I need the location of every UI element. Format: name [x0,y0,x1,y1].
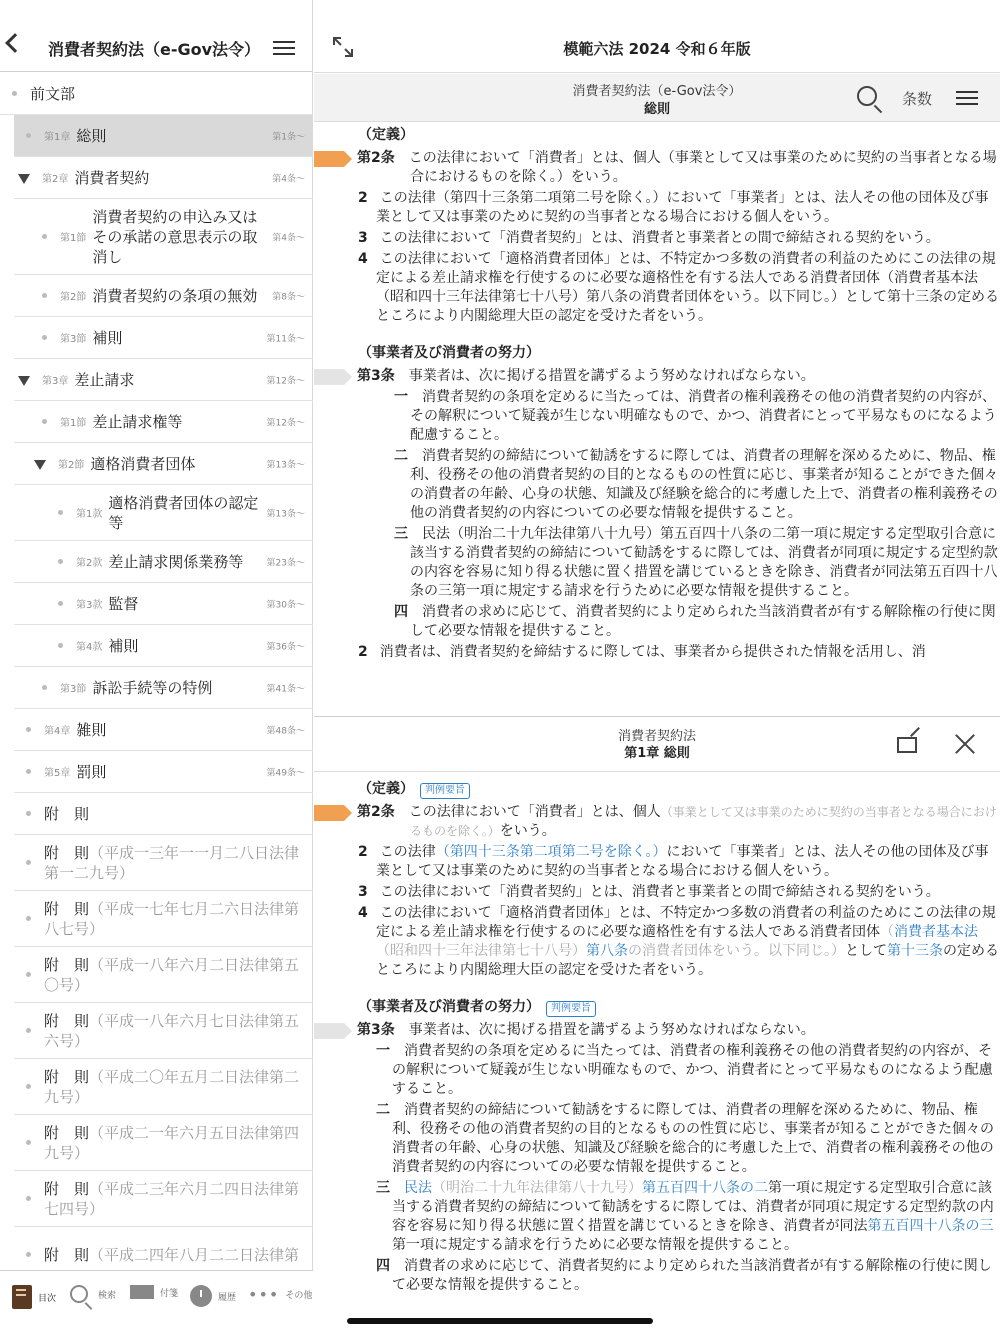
toc-label-text: 附 則 [44,1245,90,1264]
bullet-icon [26,811,31,816]
law-text-popup [314,772,1000,1316]
caption-definition [314,780,1000,799]
toc-item[interactable] [14,709,313,751]
item-3 [314,525,1000,601]
item-text: 消費者契約の締結について勧誘をするに際しては、消費者の理解を深めるために、物品、権利、役務その他の消費者契約の目的となるものの性質に応じ、事業者が知ることができた個々の消費者の年齢、心身の状態、知識及び経験を総合的に考慮した上で、消費者の権利義務その他の消費者契約の内容についての必要な情報を提供すること。 [410,448,998,521]
toc-item-number: 第5章 [44,768,71,779]
toc-item-content [14,678,266,698]
paragraph-3-2 [314,643,1000,662]
article-text: この法律において「消費者」とは、個人 [408,804,661,820]
doc-subheader [314,74,1000,122]
toc-item-content [14,955,313,995]
toc-item-range: 第1条～ [272,132,305,142]
app-header [314,0,1000,73]
toc-item-range: 第36条～ [266,642,305,652]
toc-label-text: 附 則 [44,1067,90,1086]
tags-tab-label: 付箋 [160,1288,179,1299]
tag-icon [130,1285,154,1299]
more-tab[interactable] [248,1285,312,1304]
toc-item-range: 第23条～ [266,558,305,568]
item-number: 一 [376,1043,390,1059]
history-tab[interactable] [190,1285,236,1307]
toc-item[interactable] [14,1227,313,1270]
toc-item-label [74,370,134,390]
toc-label-text: 消費者契約 [74,168,150,187]
more-tab-label: その他 [285,1291,313,1301]
toc-item-number: 第2節 [60,292,87,303]
bottom-toolbar [0,1270,313,1334]
disclosure-triangle-icon[interactable] [18,376,30,386]
case-summary-badge[interactable]: 判例要旨 [420,783,470,799]
bullet-icon [42,335,47,340]
paragraph-text: において「事業者」とは、法人その他の団体及び事業として又は事業のために契約の当事者となる場合における個人をいう。 [376,844,989,879]
paragraph-text: この法律において「適格消費者団体」とは、不特定かつ多数の消費者の利益のためにこの法律の規定による差止請求権を行使するのに必要な適格性を有する法人である消費者団体（消費者基本法（昭和四十三年法律第七十八号）第八条の消費者団体をいう。以下同じ。）として第十三条の定めるところにより内閣総理大臣の認定を受けた者をいう。 [376,251,999,324]
toc-item-label [44,1067,301,1107]
item-2 [314,1101,1000,1177]
toc-label-text: 適格消費者団体の認定等 [108,493,259,532]
bullet-icon [26,860,31,865]
toc-item[interactable] [14,157,313,199]
toc-label-suffix: （平成二〇年五月二日法律第二九号） [44,1067,300,1106]
home-indicator [347,1318,653,1324]
toc-label-text: 前文部 [30,84,76,103]
clock-icon [190,1285,212,1307]
toc-item[interactable] [14,401,313,443]
toc-item-number: 第4款 [76,642,103,653]
toc-item-number: 第2節 [58,460,85,471]
bookmark-marker[interactable] [314,805,344,821]
search-icon [70,1285,88,1303]
paragraph-text: 消費者は、消費者契約を締結するに際しては、事業者から提供された情報を活用し、消 [379,644,926,660]
toc-item-range: 第4条～ [272,174,305,184]
item-text: 消費者契約の条項を定めるに当たっては、消費者の権利義務その他の消費者契約の内容が、その解釈について疑義が生じない明確なもので、かつ、消費者にとって平易なものになるよう配慮すること。 [392,1043,993,1097]
article-number: 第2条 [357,150,395,166]
bullet-icon [26,769,31,774]
toc-label-suffix: （平成一七年七月二六日法律第八七号） [44,899,300,938]
toc-item-number: 第3款 [76,600,103,611]
toc-item-number: 第3節 [60,334,87,345]
caption-text: （定義） [358,781,414,797]
toc-label-text: 附 則 [44,1179,90,1198]
item-number: 二 [376,1102,390,1118]
toc-item[interactable] [14,1171,313,1227]
toc-label-text: 監督 [108,594,139,613]
toc-item-label [92,207,259,267]
bookmark-marker[interactable] [314,1023,344,1039]
article-link[interactable]: 第五百四十八条の三 [867,1218,994,1234]
toc-item-range: 第4条～ [272,233,305,243]
toc-label-text: 附 則 [44,804,90,823]
paragraph-text: この法律 [379,844,436,860]
item-text: 消費者の求めに応じて、消費者契約により定められた当該消費者が有する解除権の行使に関して必要な情報を提供すること。 [392,1258,992,1293]
more-dots-icon: ••• [248,1285,280,1304]
paragraph-parenthetical: （ [880,924,894,940]
toc-item-number: 第4章 [44,726,71,737]
bullet-icon [12,91,17,96]
search-tab-label: 検索 [98,1290,117,1301]
bullet-icon [42,293,47,298]
toc-item-content [14,762,160,782]
bullet-icon [26,916,31,921]
toc-item-content [14,370,188,390]
toc-label-text: 差止請求 [74,370,135,389]
law-text-main [314,123,1000,716]
bookmark-marker[interactable] [314,151,344,167]
article-number: 第3条 [357,1022,395,1038]
toc-panel [0,0,313,1334]
toc-item[interactable] [14,583,313,625]
bullet-icon [42,234,47,239]
bullet-icon [58,559,63,564]
toc-item-content [14,843,313,883]
toc-label-text: 消費者契約の申込み又はその承諾の意思表示の取消し [92,207,258,266]
toc-tab[interactable] [12,1285,56,1309]
article-number: 第3条 [357,368,395,384]
item-3 [314,1179,1000,1255]
toc-item-label [108,493,259,533]
doc-menu-icon[interactable] [956,91,978,105]
article-2[interactable] [314,149,1000,187]
toc-item-range: 第13条～ [266,460,305,470]
article-text: 事業者は、次に掲げる措置を講ずるよう努めなければならない。 [408,368,815,384]
caption-effort: （事業者及び消費者の努力） [358,345,540,361]
popup-chapter-name: 第1章 総則 [624,746,690,761]
toc-item-content [14,552,297,572]
toc-item-content [14,899,313,939]
toc-item-label [92,328,122,348]
paragraph-parenthetical: の消費者団体をいう。以下同じ。） [628,943,845,959]
law-link[interactable]: 民法 [404,1180,432,1196]
bullet-icon [58,601,63,606]
toc-item-number: 第3節 [60,684,87,695]
toc-item[interactable] [14,667,313,709]
article-2[interactable] [314,803,1000,841]
paragraph-link[interactable]: （第四十三条第二項第二号を除く。） [435,844,667,860]
item-number: 一 [394,389,408,405]
bullet-icon [26,1252,31,1257]
paragraph-number: 2 [358,644,368,660]
paragraph-number: 3 [358,884,368,900]
toc-item[interactable] [14,359,313,401]
history-tab-label: 履歴 [218,1292,237,1303]
paragraph-text: この法律において「適格消費者団体」とは、不特定かつ多数の消費者の利益のためにこの法律の規定による差止請求権を行使するのに必要な適格性を有する法人である消費者団体 [376,905,996,940]
toc-item[interactable] [14,1115,313,1171]
item-text: 第一項に規定する請求を行うために必要な情報を提供すること。 [392,1237,798,1253]
doc-section-name: 総則 [643,102,670,117]
toc-item-content [14,207,313,267]
toc-label-suffix: （平成二四年八月二二日法律第 [89,1245,300,1264]
item-number: 二 [394,448,408,464]
tags-tab[interactable] [130,1285,178,1299]
item-1 [314,1042,1000,1099]
article-text: この法律において「消費者」とは、個人（事業として又は事業のために契約の当事者となる場合におけるものを除く。）をいう。 [408,150,997,185]
paragraph-text: この法律において「消費者契約」とは、消費者と事業者との間で締結される契約をいう。 [379,884,940,900]
paragraph-number: 4 [358,251,368,267]
toc-item-content [14,720,160,740]
bullet-icon [42,685,47,690]
item-parenthetical: （明治二十九年法律第八十九号） [432,1180,642,1196]
article-link[interactable]: 第八条 [586,943,628,959]
bullet-icon [26,1140,31,1145]
law-title: 消費者契約法（e-Gov法令） [47,40,261,59]
app-title: 模範六法 2024 令和６年版 [563,40,751,58]
bullet-icon [26,1084,31,1089]
article-number: 第2条 [357,804,395,820]
item-number: 四 [376,1258,390,1274]
toc-item[interactable] [14,541,313,583]
toc-item-content [14,1011,313,1051]
paragraph-2 [314,843,1000,881]
toc-item-label [30,84,75,104]
bullet-icon [26,133,31,138]
reader-panel [314,0,1000,1334]
toc-item-range: 第12条～ [266,376,305,386]
paragraph-text: として [845,943,887,959]
caption-text: （事業者及び消費者の努力） [358,999,540,1015]
toc-item-content [14,168,203,188]
toc-label-text: 罰則 [76,762,107,781]
caption-definition: （定義） [358,127,414,143]
toc-item-label [44,1011,301,1051]
item-number: 四 [394,604,408,620]
menu-icon[interactable] [273,41,295,55]
bookmark-marker[interactable] [314,369,344,385]
paragraph-number: 4 [358,905,368,921]
paragraph-number: 2 [358,844,368,860]
toc-item-label [44,1179,301,1219]
item-1 [314,388,1000,445]
toc-item-label [44,804,89,824]
item-number: 三 [376,1180,390,1196]
toc-item-content [14,636,192,656]
article-text: 事業者は、次に掲げる措置を講ずるよう努めなければならない。 [408,1022,815,1038]
toc-label-text: 附 則 [44,899,90,918]
doc-law-name: 消費者契約法（e-Gov法令） [572,84,742,99]
toc-item-content [14,1123,313,1163]
toc-label-text: 総則 [76,126,107,145]
paragraph-2 [314,189,1000,227]
paragraph-3 [314,229,1000,248]
item-text: 第一項に規定する定型取引合意に該当する消費者契約の締結について勧誘をするに際しては、消費者が同項に規定する定型約款の内容を容易に知り得る状態に置く措置を講じているときを除き、消費者が同法 [392,1180,994,1234]
toc-item-range: 第13条～ [266,509,305,519]
toc-label-text: 附 則 [44,843,90,862]
toc-item[interactable] [14,1003,313,1059]
article-3[interactable] [314,1021,1000,1040]
toc-item-range: 第12条～ [266,418,305,428]
toc-item[interactable] [14,793,313,835]
toc-item[interactable] [14,275,313,317]
toc-item-label [108,636,138,656]
toc-item-range: 第30条～ [266,600,305,610]
toc-label-text: 補則 [92,328,123,347]
toc-item[interactable] [14,891,313,947]
article-parenthetical: （事業として又は事業のために契約の当事者となる場合におけるものを除く。） [410,805,997,838]
toc-item-content [14,1179,313,1219]
bullet-icon [58,510,63,515]
toc-label-text: 補則 [108,636,139,655]
toc-item-content [14,1245,311,1265]
toc-label-text: 訴訟手続等の特例 [92,678,213,697]
item-4 [314,603,1000,641]
toc-item-number: 第1節 [60,418,87,429]
paragraph-parenthetical: （昭和四十三年法律第七十八号） [376,943,586,959]
article-number-button[interactable]: 条数 [902,90,933,108]
toc-label-text: 附 則 [44,955,90,974]
item-4 [314,1257,1000,1295]
toc-item-range: 第8条～ [272,292,305,302]
toc-item-number: 第1款 [76,509,103,520]
bullet-icon [58,643,63,648]
item-text: 消費者契約の締結について勧誘をするに際しては、消費者の理解を深めるために、物品、権利、役務その他の消費者契約の目的となるものの性質に応じ、事業者が知ることができた個々の消費者の年齢、心身の状態、知識及び経験を総合的に考慮した上で、消費者の権利義務その他の消費者契約の内容についての必要な情報を提供すること。 [392,1102,994,1175]
article-link[interactable]: 第十三条 [887,943,943,959]
paragraph-number: 3 [358,230,368,246]
toc-label-suffix: （平成一八年六月二日法律第五〇号） [44,955,300,994]
toc-item-label [92,286,257,306]
toc-label-text: 雑則 [76,720,107,739]
toc-item[interactable] [14,1059,313,1115]
toc-item-range: 第11条～ [266,334,305,344]
toc-item[interactable] [14,485,313,541]
toc-item-number: 第3章 [42,376,69,387]
item-2 [314,447,1000,523]
toc-item-label [44,843,301,883]
toc-item-label [92,412,182,432]
toc-item-range: 第49条～ [266,768,305,778]
item-text: 民法（明治二十九年法律第八十九号）第五百四十八条の二第一項に規定する定型取引合意に該当する消費者契約の締結について勧誘をするに際しては、消費者が同項に規定する定型約款の内容を容易に知り得る状態に置く措置を講じているときを除き、消費者が同法第五百四十八条の三第一項に規定する請求を行うために必要な情報を提供すること。 [410,526,998,599]
item-text: 消費者契約の条項を定めるに当たっては、消費者の権利義務その他の消費者契約の内容が、その解釈について疑義が生じない明確なもので、かつ、消費者にとって平易なものになるよう配慮すること。 [410,389,997,443]
paragraph-3 [314,883,1000,902]
item-number: 三 [394,526,408,542]
toc-item-label [44,899,301,939]
paragraph-4 [314,904,1000,980]
toc-item-label [76,126,106,146]
toc-label-text: 差止請求関係業務等 [108,552,244,571]
popup-header [314,716,1000,772]
toc-item[interactable] [14,443,313,485]
toc-item-content [14,412,236,432]
bullet-icon [26,727,31,732]
toc-item[interactable] [14,199,313,275]
disclosure-triangle-icon[interactable] [34,460,46,470]
toc-tab-label: 目次 [38,1293,57,1304]
toc-item-range: 第41条～ [266,684,305,694]
toc-item-content [14,454,249,474]
toc-item-number: 第2款 [76,558,103,569]
toc-item[interactable] [14,835,313,891]
paragraph-number: 2 [358,190,368,206]
bullet-icon [42,419,47,424]
open-external-icon[interactable] [897,737,917,753]
bullet-icon [26,972,31,977]
toc-item-content [14,1067,313,1107]
close-icon[interactable] [954,733,976,755]
toc-label-text: 附 則 [44,1011,90,1030]
article-link[interactable]: 第五百四十八条の二 [642,1180,768,1196]
paragraph-text: この法律（第四十三条第二項第二号を除く。）において「事業者」とは、法人その他の団体及び事業として又は事業のために契約の当事者となる場合における個人をいう。 [376,190,989,225]
bullet-icon [26,1028,31,1033]
toc-item-label [74,168,149,188]
toc-item-label [108,552,243,572]
toc-item-range: 第48条～ [266,726,305,736]
toc-list [0,73,313,1270]
toc-item[interactable] [14,751,313,793]
book-icon [12,1285,32,1309]
toc-item-content [14,286,311,306]
paragraph-text: この法律において「消費者契約」とは、消費者と事業者との間で締結される契約をいう。 [379,230,940,246]
paragraph-text: の定めるところにより内閣総理大臣の認定を受けた者をいう。 [376,943,999,978]
search-tab[interactable] [70,1285,116,1303]
bullet-icon [26,1196,31,1201]
item-text: 消費者の求めに応じて、消費者契約により定められた当該消費者が有する解除権の行使に関して必要な情報を提供すること。 [410,604,996,639]
case-summary-badge[interactable]: 判例要旨 [546,1001,596,1017]
law-link[interactable]: 消費者基本法 [894,924,978,940]
toc-item-label [44,955,301,995]
toc-item[interactable] [14,625,313,667]
toc-item-label [76,720,106,740]
paragraph-4 [314,250,1000,326]
disclosure-triangle-icon[interactable] [18,174,30,184]
toc-item[interactable] [14,947,313,1003]
toc-item-number: 第2章 [42,174,69,185]
toc-header [0,0,313,72]
toc-item-label [92,678,212,698]
toc-item-label [90,454,195,474]
toc-item-number: 第1章 [44,132,71,143]
toc-item-content [14,328,176,348]
toc-item-content [14,126,160,146]
toc-item-number: 第1節 [60,233,87,244]
caption-effort [314,998,1000,1017]
article-text: をいう。 [499,823,556,839]
toc-label-text: 差止請求権等 [92,412,183,431]
search-icon[interactable] [857,86,877,106]
toc-item-content [14,594,192,614]
toc-label-text: 適格消費者団体 [90,454,196,473]
toc-item-label [44,1245,299,1265]
toc-item[interactable] [14,115,313,157]
toc-item-label [76,762,106,782]
toc-item[interactable] [0,73,313,115]
popup-law-name: 消費者契約法 [617,729,696,744]
toc-label-suffix: （平成一三年一一月二八日法律第一二九号） [44,843,300,882]
toc-label-suffix: （平成一八年六月七日法律第五六号） [44,1011,300,1050]
toc-label-text: 附 則 [44,1123,90,1142]
toc-item[interactable] [14,317,313,359]
toc-label-suffix: （平成二三年六月二四日法律第七四号） [44,1179,300,1218]
toc-item-label [108,594,138,614]
toc-label-suffix: （平成二一年六月五日法律第四九号） [44,1123,300,1162]
back-chevron-icon[interactable] [5,33,25,53]
toc-item-label [44,1123,301,1163]
toc-label-text: 消費者契約の条項の無効 [92,286,258,305]
article-3[interactable] [314,367,1000,386]
